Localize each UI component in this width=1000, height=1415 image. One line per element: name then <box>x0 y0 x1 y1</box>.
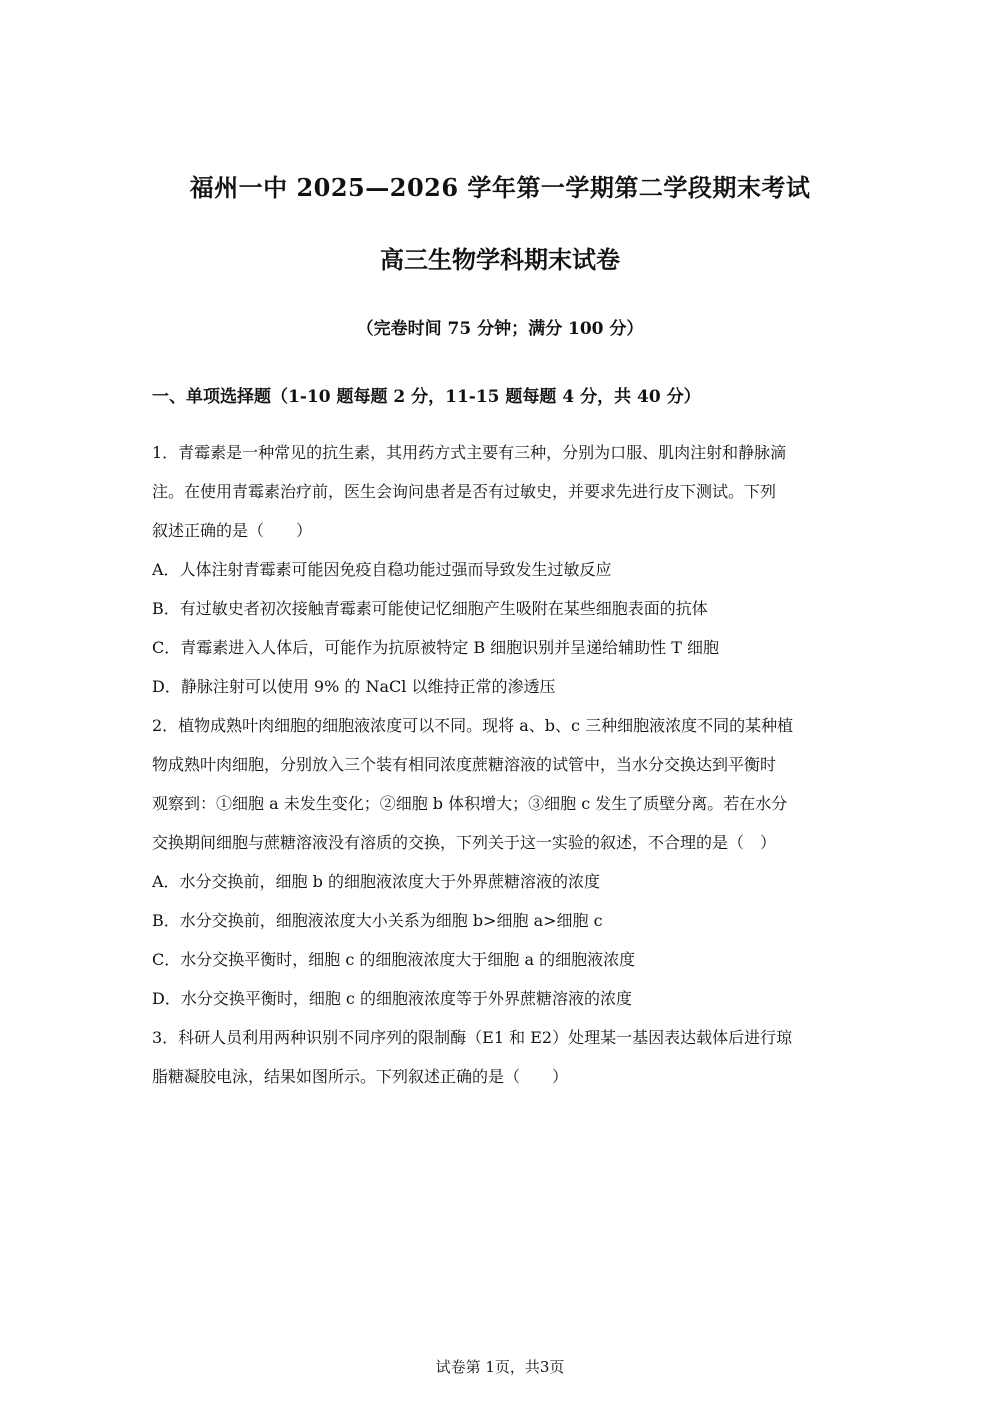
question-2-stem-line: 物成熟叶肉细胞，分别放入三个装有相同浓度蔗糖溶液的试管中，当水分交换达到平衡时 <box>152 755 777 774</box>
question-2-stem-line: 交换期间细胞与蔗糖溶液没有溶质的交换，下列关于这一实验的叙述，不合理的是（ ） <box>152 833 777 852</box>
question-list <box>152 433 852 1096</box>
question-2-option-b: B．水分交换前，细胞液浓度大小关系为细胞 b>细胞 a>细胞 c <box>152 911 603 930</box>
question-2-option-a: A．水分交换前，细胞 b 的细胞液浓度大于外界蔗糖溶液的浓度 <box>152 872 600 891</box>
question-3-stem-line: 脂糖凝胶电泳，结果如图所示。下列叙述正确的是（ ） <box>152 1067 569 1086</box>
question-2-option-c: C．水分交换平衡时，细胞 c 的细胞液浓度大于细胞 a 的细胞液浓度 <box>152 950 636 969</box>
section-heading: 一、单项选择题（1-10 题每题 2 分，11-15 题每题 4 分，共 40 分） <box>152 387 701 407</box>
exam-duration-note: （完卷时间 75 分钟；满分 100 分） <box>356 319 644 339</box>
question-1-option-c: C．青霉素进入人体后，可能作为抗原被特定 B 细胞识别并呈递给辅助性 T 细胞 <box>152 638 720 657</box>
page-indicator: 试卷第 1页，共3页 <box>435 1358 565 1376</box>
exam-subtitle-title: 高三生物学科期末试卷 <box>380 245 620 274</box>
question-1-option-a: A．人体注射青霉素可能因免疫自稳功能过强而导致发生过敏反应 <box>152 560 612 579</box>
question-2-stem-line: 2．植物成熟叶肉细胞的细胞液浓度可以不同。现将 a、b、c 三种细胞液浓度不同的某种植 <box>152 716 794 735</box>
question-1-stem-line: 注。在使用青霉素治疗前，医生会询问患者是否有过敏史，并要求先进行皮下测试。下列 <box>152 482 777 501</box>
question-3-stem-line: 3．科研人员利用两种识别不同序列的限制酶（E1 和 E2）处理某一基因表达载体后进行琼 <box>152 1028 793 1047</box>
question-1-stem-line: 叙述正确的是（ ） <box>152 521 313 540</box>
question-1-option-d: D．静脉注射可以使用 9% 的 NaCl 以维持正常的渗透压 <box>152 677 556 696</box>
question-2-stem-line: 观察到：①细胞 a 未发生变化；②细胞 b 体积增大；③细胞 c 发生了质壁分离。若在水分 <box>152 794 788 813</box>
question-1-stem-line: 1．青霉素是一种常见的抗生素，其用药方式主要有三种，分别为口服、肌肉注射和静脉滴 <box>152 443 787 462</box>
question-1-option-b: B．有过敏史者初次接触青霉素可能使记忆细胞产生吸附在某些细胞表面的抗体 <box>152 599 708 618</box>
question-2-option-d: D．水分交换平衡时，细胞 c 的细胞液浓度等于外界蔗糖溶液的浓度 <box>152 989 632 1008</box>
exam-title: 福州一中 2025—2026 学年第一学期第二学段期末考试 <box>189 173 811 202</box>
